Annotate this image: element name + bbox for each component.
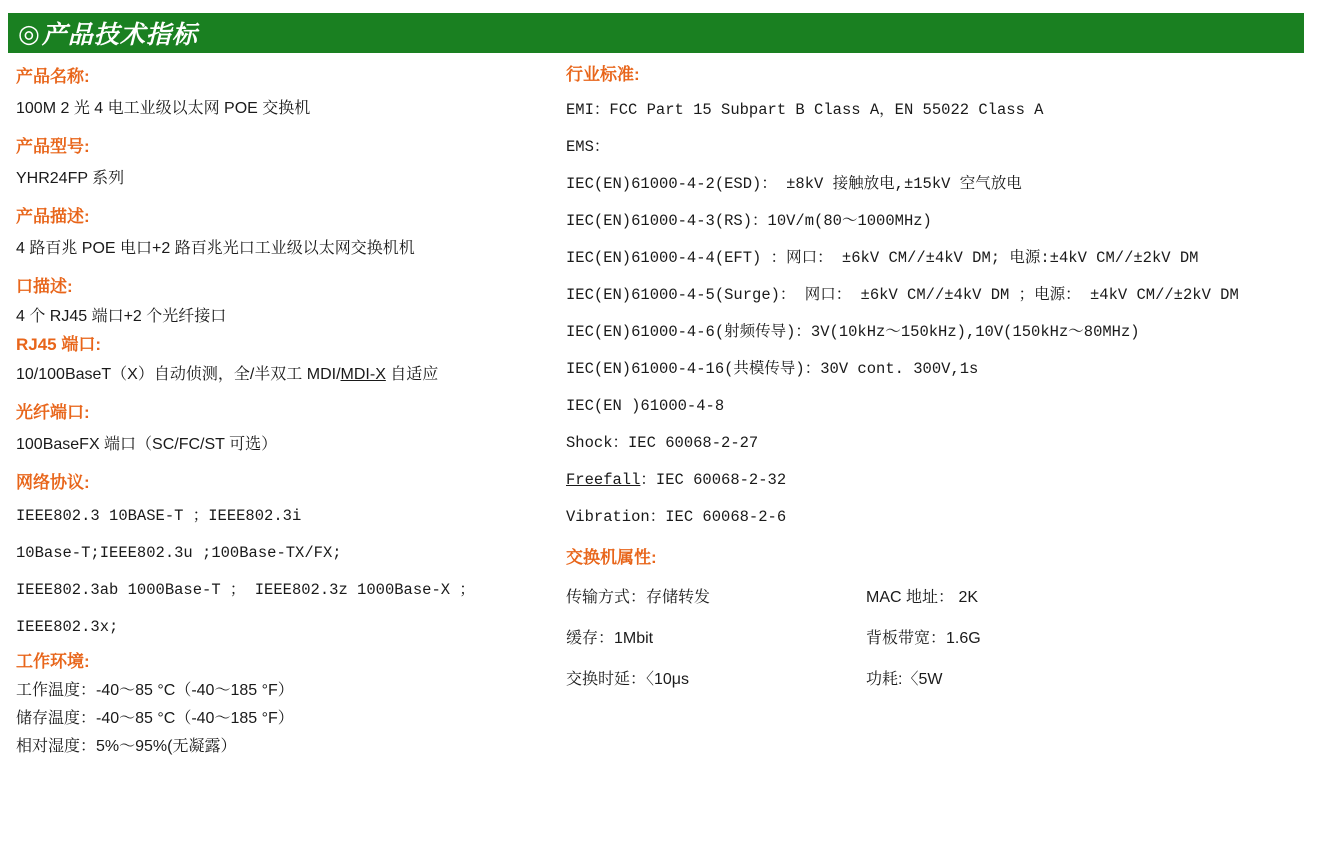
- storage-temperature: 储存温度：-40～85 °C（-40～185 °F）: [16, 710, 294, 727]
- network-protocol-line-3: IEEE802.3ab 1000Base-T ； IEEE802.3z 1000Base-X ；: [16, 581, 475, 599]
- standard-rs: IEC(EN)61000-4-3(RS)：10V/m(80～1000MHz): [566, 212, 932, 230]
- page-title: 产品技术指标: [41, 21, 198, 49]
- product-model-block: [16, 132, 556, 194]
- network-protocol-line-4: IEEE802.3x;: [16, 618, 119, 636]
- industry-standard-title: 行业标准:: [566, 65, 640, 84]
- port-desc-value: 4 个 RJ45 端口+2 个光纤接口: [16, 308, 227, 325]
- left-column: [16, 62, 556, 762]
- product-name-value: 100M 2 光 4 电工业级以太网 POE 交换机: [16, 100, 311, 117]
- fiber-port-block: [16, 398, 556, 460]
- product-model-title: 产品型号:: [16, 137, 90, 156]
- attr-mac-address: MAC 地址： 2K: [866, 589, 979, 606]
- switch-attributes-grid: [566, 577, 1306, 700]
- rj45-port-value: 10/100BaseT（X）自动侦测，全/半双工 MDI/MDI-X 自适应: [16, 366, 439, 383]
- fiber-port-value: 100BaseFX 端口（SC/FC/ST 可选）: [16, 436, 278, 453]
- standard-magnetic: IEC(EN )61000-4-8: [566, 397, 725, 415]
- standard-cs: IEC(EN)61000-4-6(射频传导)：3V(10kHz～150kHz),10V(150kHz～80MHz): [566, 323, 1140, 341]
- switch-attributes-title: 交换机属性:: [566, 548, 657, 567]
- port-desc-title: 口描述:: [16, 277, 73, 296]
- product-desc-block: [16, 202, 556, 264]
- network-protocol-line-2: 10Base-T;IEEE802.3u ;100Base-TX/FX;: [16, 544, 342, 562]
- product-model-value: YHR24FP 系列: [16, 170, 125, 187]
- standard-freefall: Freefall：IEC 60068-2-32: [566, 471, 787, 489]
- section-header-bar: [8, 13, 1304, 53]
- ring-icon: ◎: [18, 18, 40, 48]
- relative-humidity: 相对湿度：5%～95%(无凝露）: [16, 738, 237, 755]
- attr-buffer: 缓存：1Mbit: [566, 630, 654, 647]
- network-protocol-block: [16, 468, 556, 643]
- product-desc-value: 4 路百兆 POE 电口+2 路百兆光口工业级以太网交换机机: [16, 240, 415, 257]
- standard-esd: IEC(EN)61000-4-2(ESD)： ±8kV 接触放电,±15kV 空气放电: [566, 175, 1022, 193]
- network-protocol-line-1: IEEE802.3 10BASE-T ；IEEE802.3i: [16, 507, 302, 525]
- product-name-title: 产品名称:: [16, 67, 90, 86]
- right-column: [566, 62, 1306, 700]
- operating-environment-block: [16, 648, 556, 760]
- standard-shock: Shock：IEC 60068-2-27: [566, 434, 759, 452]
- product-name-block: [16, 62, 556, 124]
- standard-ems: EMS：: [566, 138, 610, 156]
- standard-common-mode: IEC(EN)61000-4-16(共模传导)：30V cont. 300V,1s: [566, 360, 979, 378]
- attr-transmission-mode: 传输方式：存储转发: [566, 589, 711, 606]
- standard-emi: EMI：FCC Part 15 Subpart B Class A，EN 55022 Class A: [566, 101, 1044, 119]
- attr-backplane-bandwidth: 背板带宽：1.6G: [866, 630, 981, 647]
- network-protocol-title: 网络协议:: [16, 473, 90, 492]
- port-desc-block: [16, 272, 556, 330]
- standard-vibration: Vibration：IEC 60068-2-6: [566, 508, 787, 526]
- rj45-port-block: [16, 332, 556, 390]
- operating-environment-title: 工作环境:: [16, 652, 90, 671]
- attr-power-consumption: 功耗:〈5W: [866, 671, 943, 688]
- standard-eft: IEC(EN)61000-4-4(EFT) ：网口： ±6kV CM//±4kV DM; 电源:±4kV CM//±2kV DM: [566, 249, 1199, 267]
- attr-switch-latency: 交换时延：〈10μs: [566, 671, 690, 688]
- fiber-port-title: 光纤端口:: [16, 403, 90, 422]
- standard-surge: IEC(EN)61000-4-5(Surge)： 网口： ±6kV CM//±4kV DM ；电源： ±4kV CM//±2kV DM: [566, 286, 1239, 304]
- operating-temperature: 工作温度：-40～85 °C（-40～185 °F）: [16, 682, 294, 699]
- product-desc-title: 产品描述:: [16, 207, 90, 226]
- rj45-port-title: RJ45 端口:: [16, 335, 102, 354]
